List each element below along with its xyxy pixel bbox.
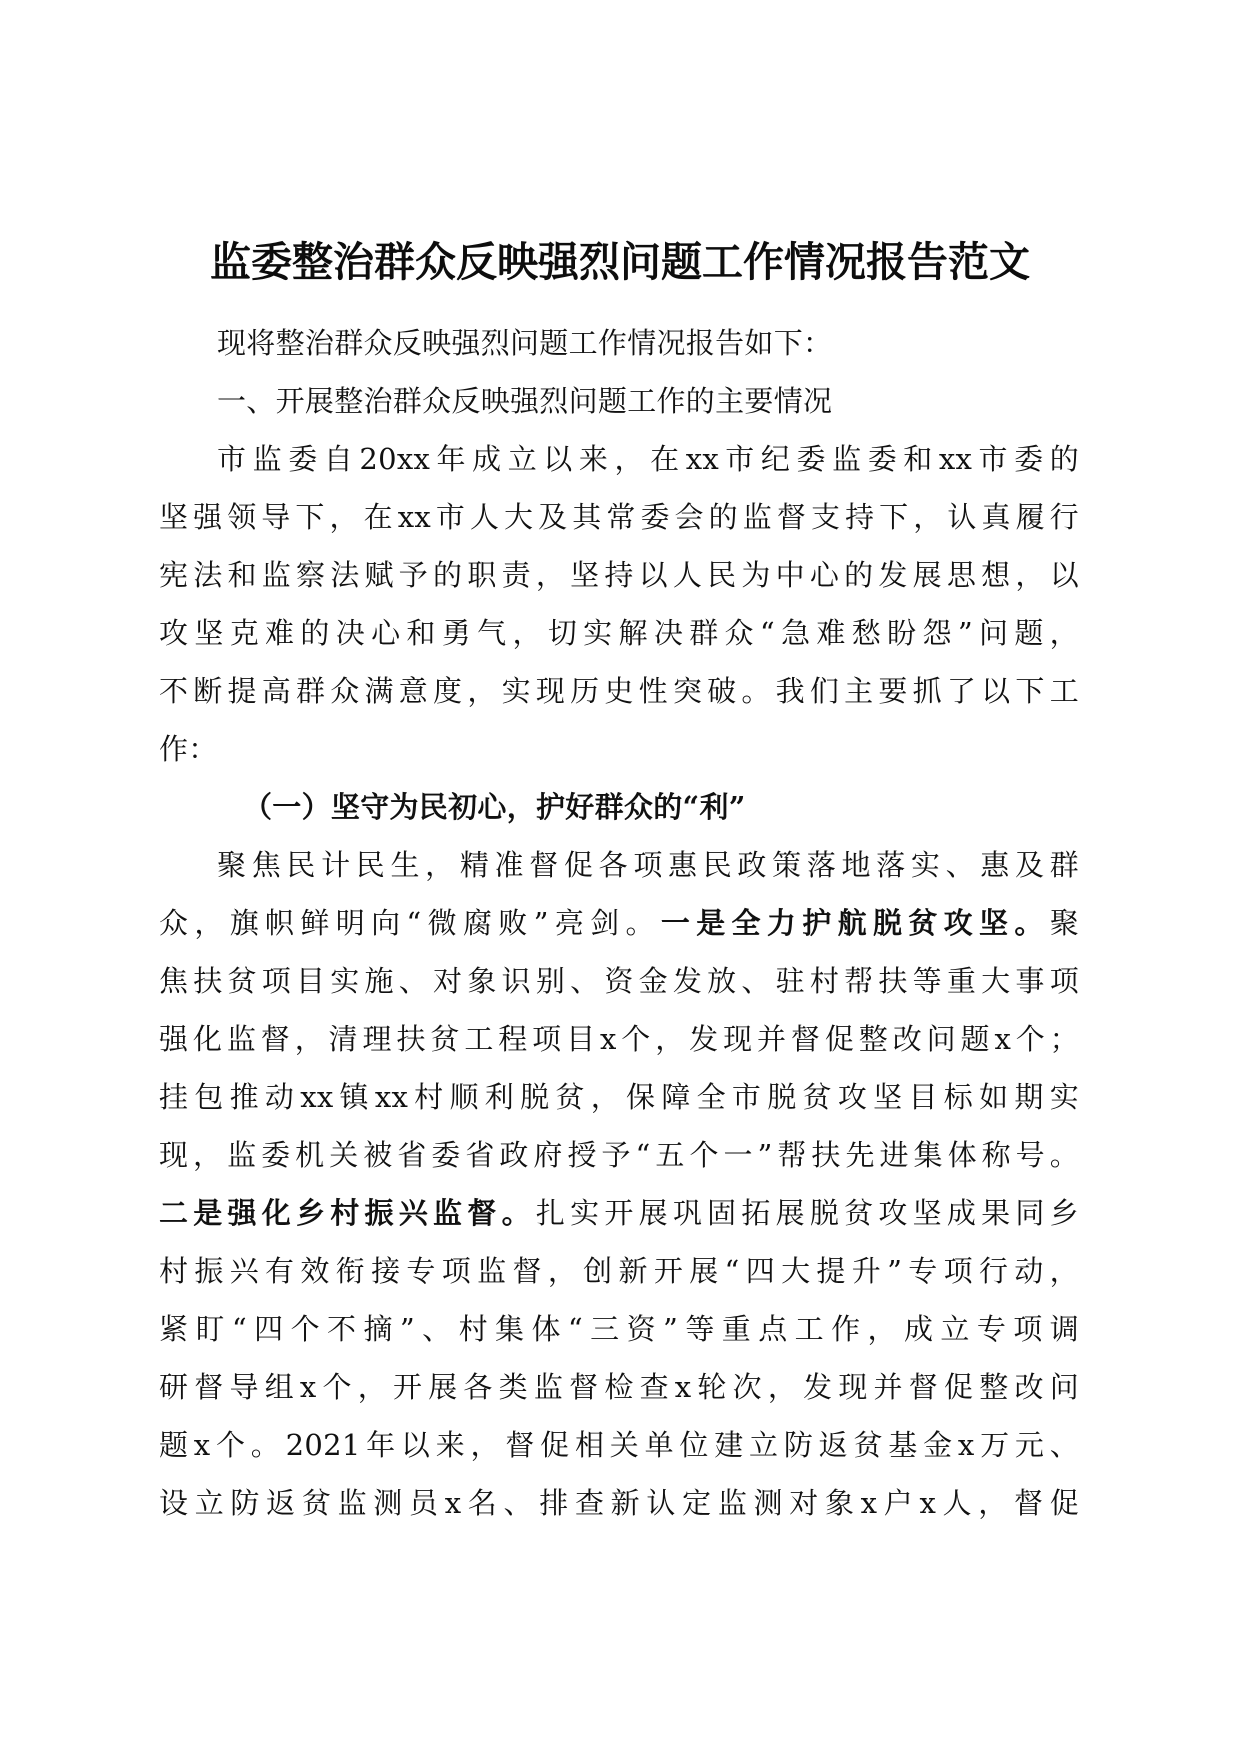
paragraph-2-line-4: 强化监督，清理扶贫工程项目x个，发现并督促整改问题x个； xyxy=(159,1022,1079,1056)
paragraph-1-line-1: 市监委自20xx年成立以来，在xx市纪委监委和xx市委的 xyxy=(217,442,1079,476)
paragraph-2-line-8: 村振兴有效衔接专项监督，创新开展“四大提升”专项行动， xyxy=(159,1254,1079,1288)
document-body xyxy=(159,314,1079,1532)
paragraph-2-line-9: 紧盯“四个不摘”、村集体“三资”等重点工作，成立专项调 xyxy=(159,1312,1079,1346)
paragraph-2-line-11: 题x个。2021年以来，督促相关单位建立防返贫基金x万元、 xyxy=(159,1428,1079,1462)
paragraph-2-line-2-text-b: 聚 xyxy=(1049,906,1079,940)
paragraph-2-line-6: 现，监委机关被省委省政府授予“五个一”帮扶先进集体称号。 xyxy=(159,1138,1079,1172)
document-title: 监委整治群众反映强烈问题工作情况报告范文 xyxy=(210,238,1030,286)
paragraph-2-line-10: 研督导组x个，开展各类监督检查x轮次，发现并督促整改问 xyxy=(159,1370,1079,1404)
key-point-1: 一是全力护航脱贫攻坚。 xyxy=(660,906,1050,940)
paragraph-2-line-7 xyxy=(159,1184,1079,1242)
key-point-2: 二是强化乡村振兴监督。 xyxy=(159,1196,536,1230)
paragraph-1-line-6: 作： xyxy=(159,732,218,766)
paragraph-1-line-3: 宪法和监察法赋予的职责，坚持以人民为中心的发展思想，以 xyxy=(159,558,1079,592)
paragraph-2-line-12: 设立防返贫监测员x名、排查新认定监测对象x户x人，督促 xyxy=(159,1486,1079,1520)
paragraph-2-line-3: 焦扶贫项目实施、对象识别、资金发放、驻村帮扶等重大事项 xyxy=(159,964,1079,998)
paragraph-1-line-5: 不断提高群众满意度，实现历史性突破。我们主要抓了以下工 xyxy=(159,674,1079,708)
paragraph-1-line-4: 攻坚克难的决心和勇气，切实解决群众“急难愁盼怨”问题， xyxy=(159,616,1079,650)
paragraph-1-line-2: 坚强领导下，在xx市人大及其常委会的监督支持下，认真履行 xyxy=(159,500,1079,534)
paragraph-2-line-2-text-a: 众，旗帜鲜明向“微腐败”亮剑。 xyxy=(159,906,661,940)
intro-line: 现将整治群众反映强烈问题工作情况报告如下： xyxy=(217,326,833,360)
paragraph-2-line-5: 挂包推动xx镇xx村顺利脱贫，保障全市脱贫攻坚目标如期实 xyxy=(159,1080,1079,1114)
paragraph-2-line-1: 聚焦民计民生，精准督促各项惠民政策落地落实、惠及群 xyxy=(217,848,1079,882)
subsection-heading-1: （一）坚守为民初心，护好群众的“利” xyxy=(243,790,746,824)
section-heading-1: 一、开展整治群众反映强烈问题工作的主要情况 xyxy=(217,384,833,418)
paragraph-2-line-7-text-b: 扎实开展巩固拓展脱贫攻坚成果同乡 xyxy=(535,1196,1079,1230)
paragraph-2-line-2 xyxy=(159,894,1079,952)
